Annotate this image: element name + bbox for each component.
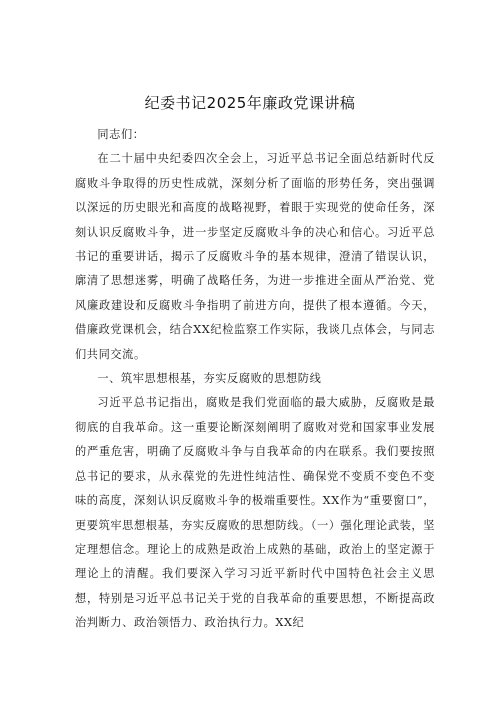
document-title: 纪委书记2025年廉政党课讲稿 (144, 94, 356, 112)
salutation: 同志们： (97, 128, 145, 141)
paragraph-section-1: 习近平总书记指出，腐败是我们党面临的最大威胁，反腐败是最彻底的自我革命。这一重要论断深刻阐明了腐败对党和国家事业发展的严重危害，明确了反腐败斗争与自我革命的内在联系。我们要按照总书记的要求，从永葆党的先进性纯洁性、确保党不变质不变色不变味的高度，深刻认识反腐败斗争的极端重要性。XX作为“重要窗口”，更要筑牢思想根基，夯实反腐败的思想防线。（一）强化理论武装，坚定理想信念。理论上的成熟是政治上成熟的基础，政治上的坚定源于理论上的清醒。我们要深入学习习近平新时代中国特色社会主义思想，特别是习近平总书记关于党的自我革命的重要思想，不断提高政治判断力、政治领悟力、政治执行力。XX纪 (75, 396, 435, 630)
document-body (75, 123, 435, 636)
paragraph-intro: 在二十届中央纪委四次全会上，习近平总书记全面总结新时代反腐败斗争取得的历史性成就，深刻分析了面临的形势任务，突出强调以深远的历史眼光和高度的战略视野，着眼于实现党的使命任务，深刻认识反腐败斗争，进一步坚定反腐败斗争的决心和信心。习近平总书记的重要讲话，揭示了反腐败斗争的基本规律，澄清了错误认识，廓清了思想迷雾，明确了战略任务，为进一步推进全面从严治党、党风廉政建设和反腐败斗争指明了前进方向，提供了根本遵循。今天，借廉政党课机会，结合XX纪检监察工作实际，我谈几点体会，与同志们共同交流。 (75, 152, 435, 361)
section-heading-1: 一、筑牢思想根基，夯实反腐败的思想防线 (97, 372, 322, 386)
